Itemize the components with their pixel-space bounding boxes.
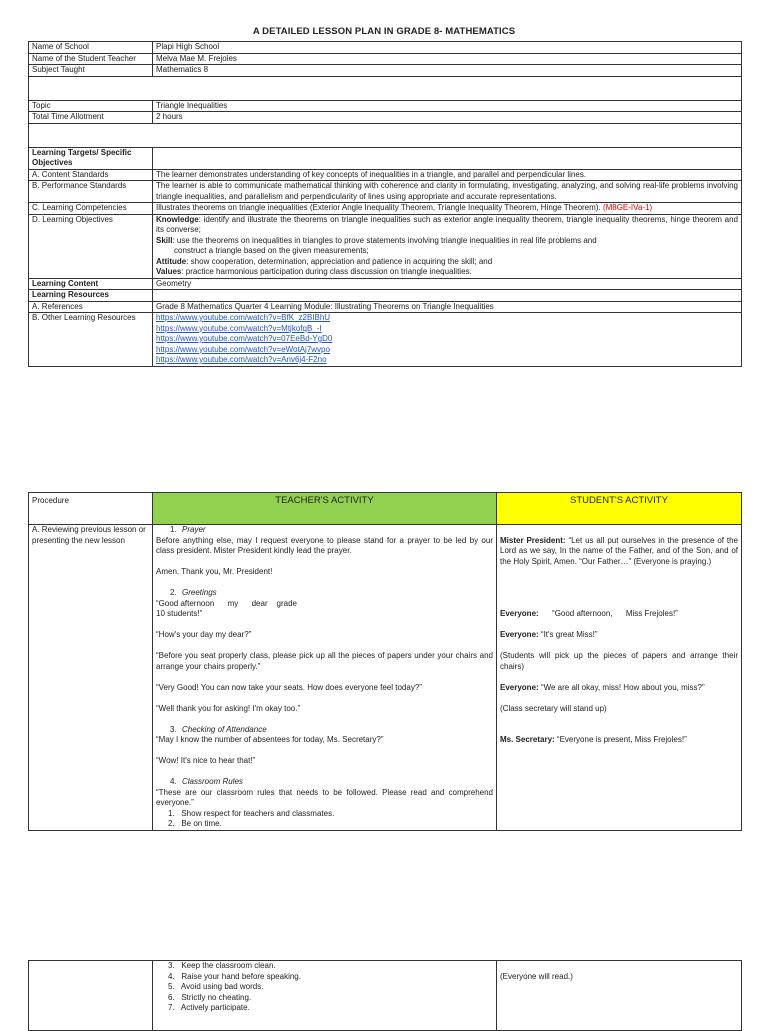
lesson-info-table — [28, 41, 742, 367]
competency-code: (M8GE-IVa-1) — [602, 203, 653, 212]
procedure-table — [28, 492, 742, 831]
teacher-activity-cell — [153, 525, 497, 831]
time-label: Total Time Allotment — [29, 112, 153, 124]
attendance-question: “May I know the number of absentees for today, Ms. Secretary?” — [156, 735, 384, 744]
procedure-continuation-table — [28, 960, 742, 1031]
table-row — [29, 214, 742, 278]
secretary-response: Ms. Secretary: “Everyone is present, Miss Frejoles!” — [500, 735, 687, 744]
table-row — [29, 301, 742, 313]
greeting-line: “Good afternoon my dear grade — [156, 598, 297, 608]
skill-objective-cont: construct a triangle based on the given measurements; — [174, 246, 369, 255]
performance-standards-label: B. Performance Standards — [29, 181, 153, 203]
secretary-stand: (Class secretary will stand up) — [500, 703, 607, 713]
youtube-link-5[interactable]: https://www.youtube.com/watch?v=Anv6j4-F2no — [156, 355, 327, 364]
student-activity-header: STUDENT'S ACTIVITY — [497, 493, 742, 525]
table-row — [29, 313, 742, 367]
procedure-row — [29, 961, 742, 1031]
references-value: Grade 8 Mathematics Quarter 4 Learning Module: Illustrating Theorems on Triangle Inequalities — [153, 301, 742, 313]
everyone-greeting: Everyone: “Good afternoon, Miss Frejoles!” — [500, 609, 678, 618]
teacher-value: Melva Mae M. Frejoles — [153, 53, 742, 65]
competencies-label: C. Learning Competencies — [29, 203, 153, 215]
rule-item: 6. Strictly no cheating. — [168, 992, 252, 1002]
procedure-row — [29, 525, 742, 831]
everyone-okay: Everyone: “We are all okay, miss! How about you, miss?” — [500, 682, 705, 692]
prayer-heading: 1. Prayer — [170, 525, 206, 534]
everyone-read: (Everyone will read.) — [500, 971, 573, 981]
learning-resources-label: Learning Resources — [29, 290, 153, 302]
time-value: 2 hours — [153, 112, 742, 124]
rule-item: 2. Be on time. — [168, 819, 222, 828]
skill-objective: Skill: use the theorems on inequalities in triangles to prove statements involving triangle inequalities in real life problems and — [156, 235, 597, 245]
blank-row — [29, 76, 742, 100]
rule-item: 1. Show respect for teachers and classmates. — [168, 808, 335, 818]
competencies-value: Illustrates theorems on triangle inequalities (Exterior Angle Inequality Theorem, Triangle Inequality Theorem, Hinge Theorem). (M8GE-IVa-1) — [153, 203, 742, 215]
rules-heading: 4. Classroom Rules — [170, 777, 243, 786]
youtube-link-3[interactable]: https://www.youtube.com/watch?v=07EeBd-YgD0 — [156, 334, 333, 343]
youtube-link-2[interactable]: https://www.youtube.com/watch?v=MtjkofqB_-I — [156, 323, 322, 333]
teacher-activity-header: TEACHER'S ACTIVITY — [153, 493, 497, 525]
table-row — [29, 53, 742, 65]
prayer-thanks: Amen. Thank you, Mr. President! — [156, 567, 273, 576]
table-row — [29, 147, 742, 169]
youtube-link-4[interactable]: https://www.youtube.com/watch?v=eWotAj7wvpo — [156, 344, 330, 354]
youtube-link-1[interactable]: https://www.youtube.com/watch?v=BfK_z2BIBhU — [156, 313, 331, 322]
content-standards-label: A. Content Standards — [29, 169, 153, 181]
rule-item: 5. Avoid using bad words. — [168, 982, 264, 991]
targets-label: Learning Targets/ Specific Objectives — [29, 147, 153, 169]
rules-intro: “These are our classroom rules that needs to be followed. Please read and comprehend everyone.” — [156, 787, 493, 807]
objectives-value — [153, 214, 742, 278]
blank-row — [29, 123, 742, 147]
table-row — [29, 100, 742, 112]
greetings-heading: 2. Greetings — [170, 588, 217, 597]
greeting-good: “Very Good! You can now take your seats. How does everyone feel today?” — [156, 682, 422, 692]
targets-value — [153, 147, 742, 169]
learning-content-value: Geometry — [153, 278, 742, 290]
topic-value: Triangle Inequalities — [153, 100, 742, 112]
greeting-seat: “Before you seat properly class, please pick up all the pieces of papers under your chairs and arrange your chairs properly.” — [156, 651, 493, 671]
table-row — [29, 278, 742, 290]
knowledge-objective: Knowledge: identify and illustrate the theorems on triangle inequalities such as exterior angle inequality theorem, triangle inequality theorems, hinge theorem and its converse; — [156, 214, 738, 234]
everyone-day: Everyone: “It's great Miss!” — [500, 630, 598, 639]
learning-resources-value — [153, 290, 742, 302]
table-row — [29, 290, 742, 302]
content-standards-value: The learner demonstrates understanding of key concepts of inequalities in a triangle, and parallel and perpendicular lines. — [153, 169, 742, 181]
references-label: A. References — [29, 301, 153, 313]
student-activity-cell — [497, 525, 742, 831]
table-row — [29, 42, 742, 54]
subject-value: Mathematics 8 — [153, 65, 742, 77]
table-row — [29, 203, 742, 215]
rule-item: 3. Keep the classroom clean. — [168, 961, 276, 970]
procedure-header-row — [29, 493, 742, 525]
prayer-text: Before anything else, may I request everyone to please stand for a prayer to be led by our class president. Mister President kindly lead the prayer. — [156, 535, 493, 555]
rule-item: 4. Raise your hand before speaking. — [168, 971, 301, 981]
table-row — [29, 112, 742, 124]
greeting-line-2: 10 students!” — [156, 609, 203, 618]
topic-label: Topic — [29, 100, 153, 112]
procedure-header: Procedure — [29, 493, 153, 525]
president-response: Mister President: “Let us all put ourselves in the presence of the Lord as we say, In the name of the Father, and of the Son, and of the Holy Spirit, Amen. “Our Father…” (Everyone is praying.) — [500, 535, 738, 566]
school-label: Name of School — [29, 42, 153, 54]
performance-standards-value: The learner is able to communicate mathematical thinking with coherence and clarity in formulating, investigating, analyzing, and solving real-life problems involving triangle inequalities, and parallelism and perpendicularity of lines using appropriate and accurate representations. — [153, 181, 742, 203]
greeting-thanks: “Well thank you for asking! I'm okay too.” — [156, 703, 301, 713]
table-row — [29, 181, 742, 203]
attitude-objective: Attitude: show cooperation, determination, appreciation and patience in acquiring the skill; and — [156, 256, 493, 266]
procedure-step-empty — [29, 961, 153, 1031]
rule-item: 7. Actively participate. — [168, 1003, 250, 1012]
procedure-step-a: A. Reviewing previous lesson or presenting the new lesson — [29, 525, 153, 831]
teacher-activity-cell — [153, 961, 497, 1031]
school-value: Plapi High School — [153, 42, 742, 54]
attendance-heading: 3. Checking of Attendance — [170, 724, 267, 734]
objectives-label: D. Learning Objectives — [29, 214, 153, 278]
values-objective: Values: practice harmonious participation during class discussion on triangle inequalities. — [156, 267, 472, 276]
greeting-day: “How's your day my dear?” — [156, 630, 252, 639]
attendance-wow: “Wow! It's nice to hear that!” — [156, 756, 256, 765]
subject-label: Subject Taught — [29, 65, 153, 77]
student-activity-cell — [497, 961, 742, 1031]
blank-cell — [29, 76, 742, 100]
learning-content-label: Learning Content — [29, 278, 153, 290]
other-resources-label: B. Other Learning Resources — [29, 313, 153, 367]
students-papers: (Students will pick up the pieces of papers and arrange their chairs) — [500, 651, 738, 671]
page-title: A DETAILED LESSON PLAN IN GRADE 8- MATHEMATICS — [252, 26, 516, 37]
other-resources-value — [153, 313, 742, 367]
table-row — [29, 65, 742, 77]
table-row — [29, 169, 742, 181]
teacher-label: Name of the Student Teacher — [29, 53, 153, 65]
blank-cell — [29, 123, 742, 147]
